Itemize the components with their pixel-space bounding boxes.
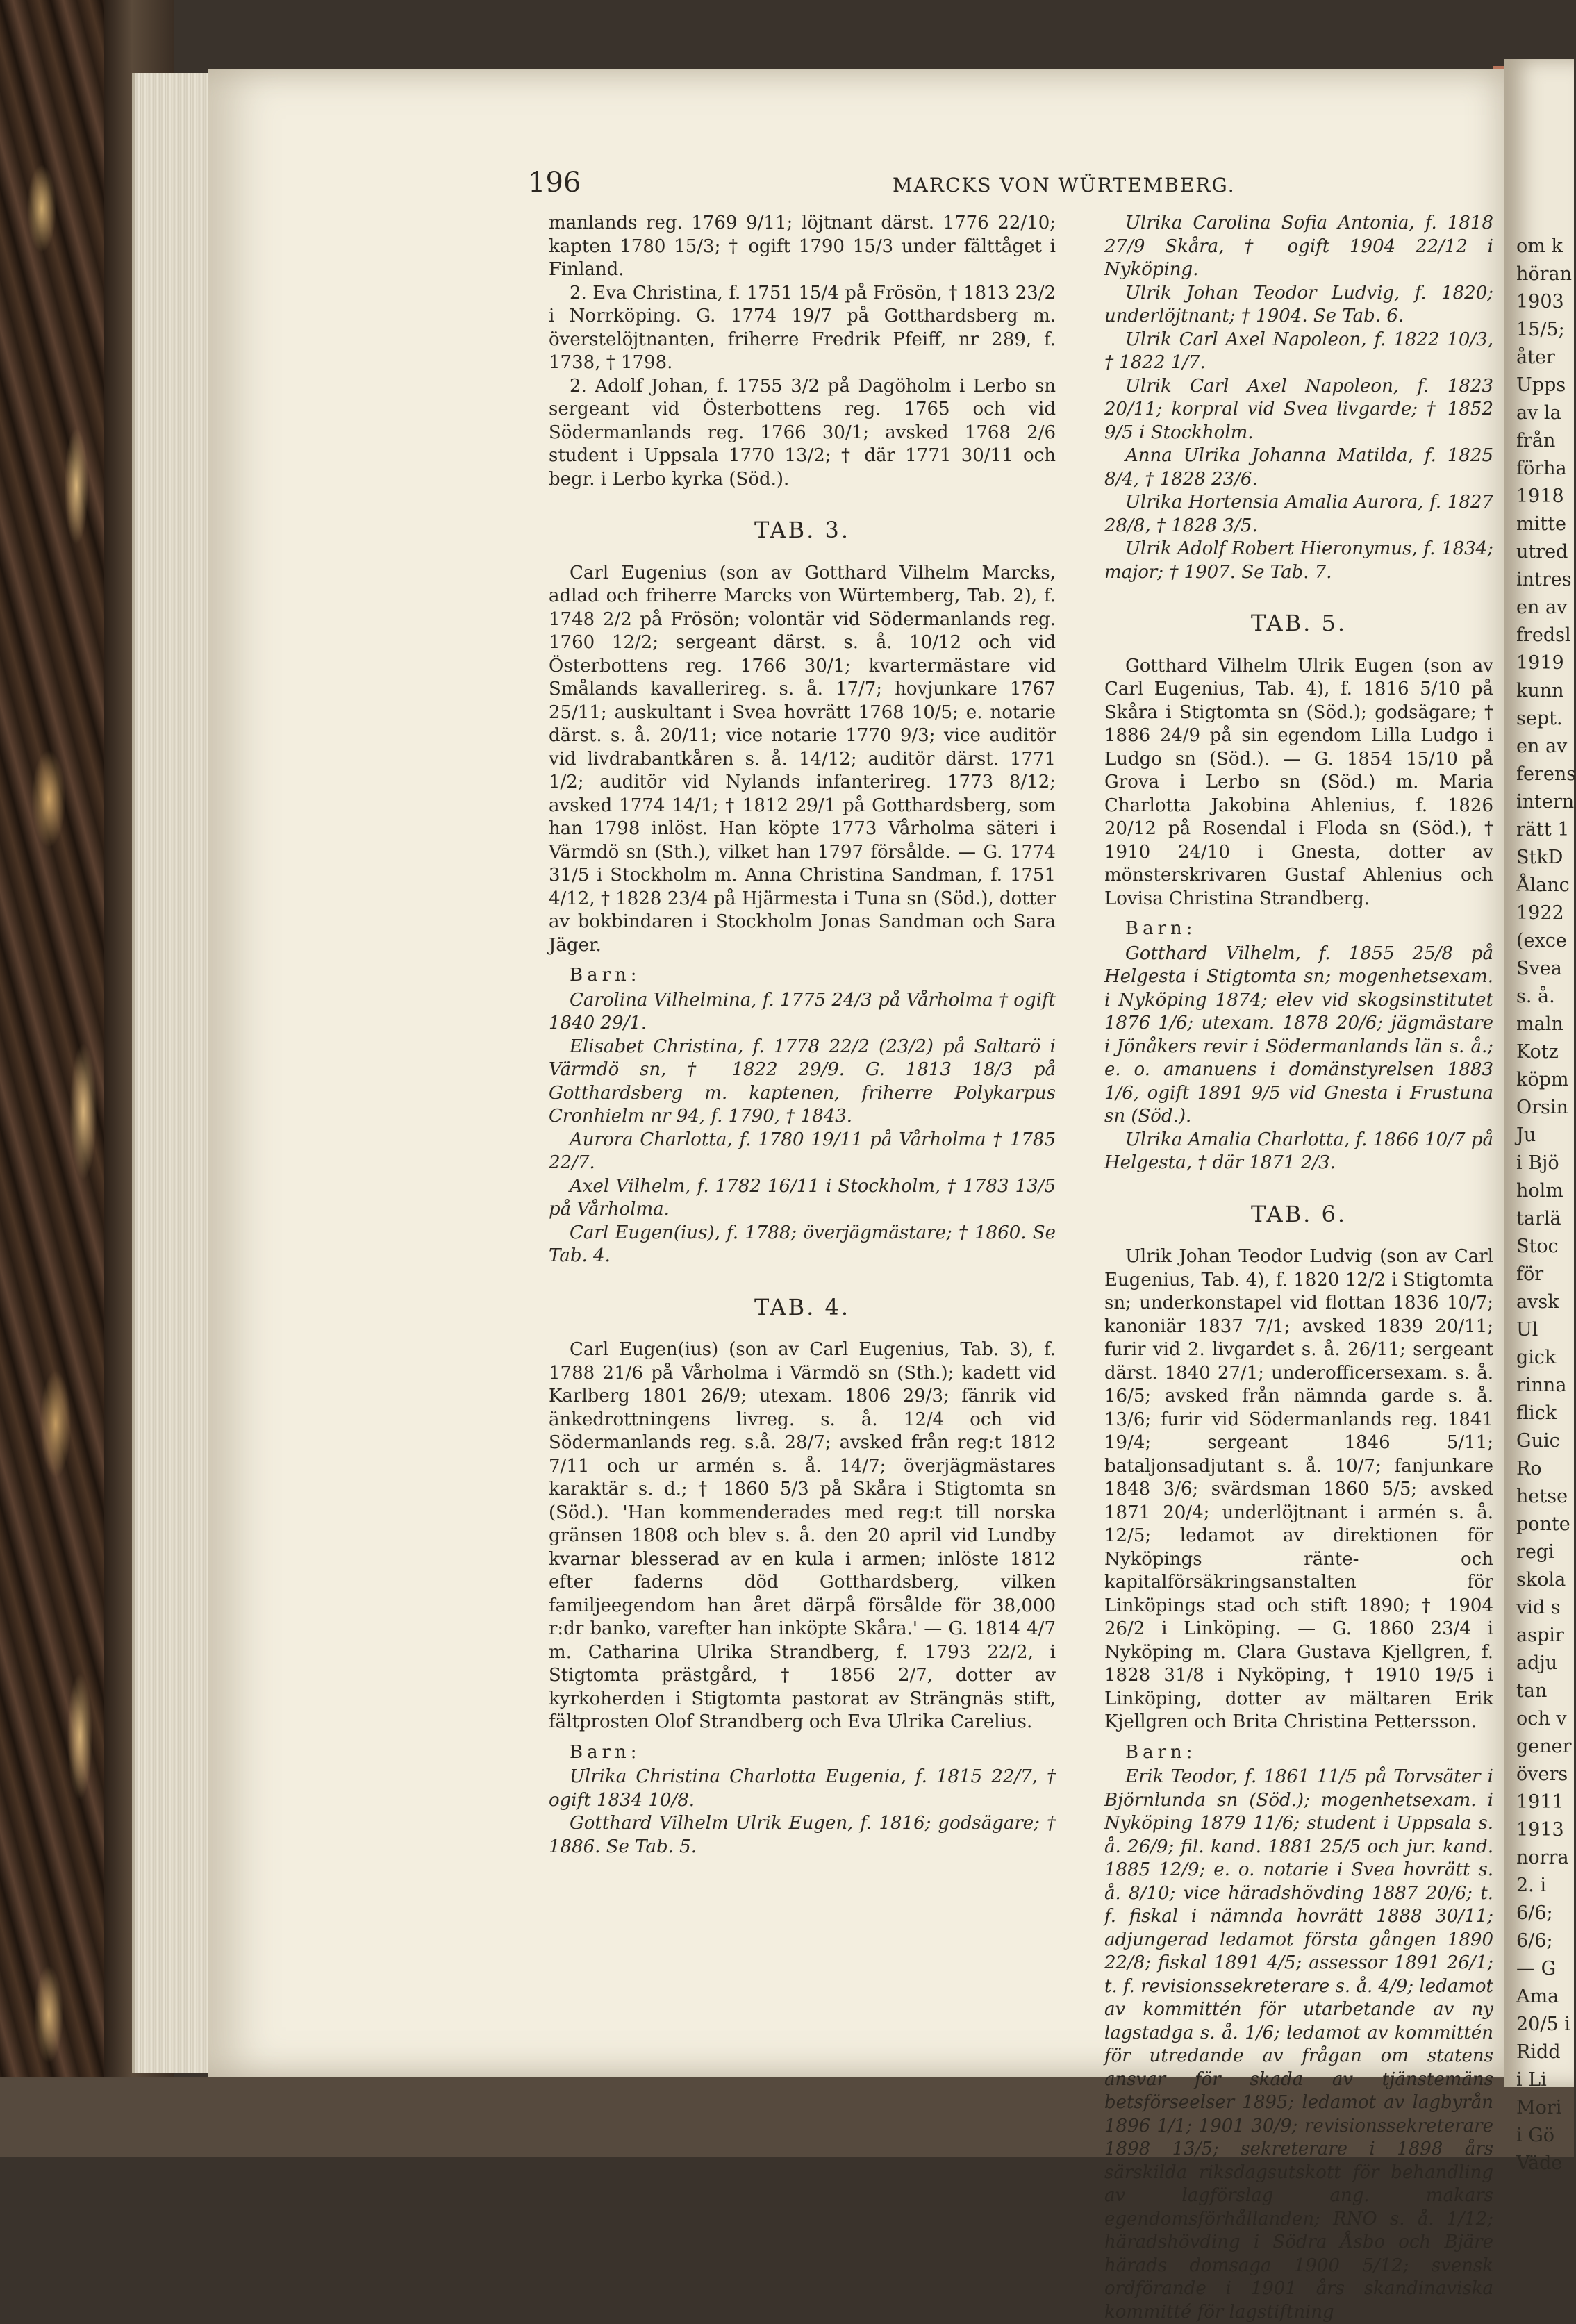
adjacent-page-line: Svea [1516,958,1562,979]
child-entry: Elisabet Christina, f. 1778 22/2 (23/2) på Saltarö i Värmdö sn, † 1822 29/9. G. 1813 18/3 på Gotthardsberg m. kaptenen, friherre Polykarpus Cronhielm nr 94, f. 1790, † 1843. [549,1036,1056,1127]
adjacent-page-line: 20/5 i [1516,2014,1570,2035]
adjacent-page-line: gener [1516,1736,1572,1757]
adjacent-page-line: 1903 [1516,291,1564,313]
adjacent-page-line: 1911 [1516,1791,1564,1813]
paragraph: manlands reg. 1769 9/11; löjtnant därst. 1776 22/10; kapten 1780 15/3; † ogift 1790 15/3 under fälttåget i Finland. [549,213,1056,280]
adjacent-page-line: och v [1516,1708,1567,1729]
left-column [549,212,1056,1859]
child-entry: Ulrik Carl Axel Napoleon, f. 1823 20/11; korpral vid Svea livgarde; † 1852 9/5 i Stockholm. [1104,375,1493,443]
adjacent-page-line: intres [1516,569,1572,590]
adjacent-page-line: rinna [1516,1375,1567,1396]
adjacent-page-line: maln [1516,1013,1563,1035]
adjacent-page-line: 1919 [1516,652,1564,674]
child-entry: Anna Ulrika Johanna Matilda, f. 1825 8/4, † 1828 23/6. [1104,445,1493,490]
adjacent-page-line: höran [1516,263,1573,285]
child-entry: Aurora Charlotta, f. 1780 19/11 på Vårholma † 1785 22/7. [549,1129,1056,1173]
adjacent-page-line: — G [1516,1958,1557,1979]
adjacent-page-line: aspir [1516,1625,1564,1646]
adjacent-page-line: gick [1516,1347,1557,1368]
paragraph: Carl Eugenius (son av Gotthard Vilhelm Marcks, adlad och friherre Marcks von Würtemberg, Tab. 2), f. 1748 2/2 på Frösön; volontär vid Södermanlands reg. 1760 12/2; sergeant därst. s. å. 10/12 och vid Österbottens reg. 1766 30/1; kvartermästare vid Smålands kavallerireg. s. å. 17/7; hovjunkare 1767 25/11; auskultant i Svea hovrätt 1768 10/5; e. notarie därst. s. å. 20/11; vice notarie 1770 9/3; vice auditör vid livdrabantkåren s. å. 14/12; auditör därst. 1771 1/2; auditör vid Nylands infanterireg. 1773 8/12; avsked 1774 14/1; † 1812 29/1 på Gotthardsberg, som han 1798 inlöst. Han köpte 1773 Vårholma säteri i Värmdö sn (Sth.), vilket han 1797 försålde. — G. 1774 31/5 i Stockholm m. Anna Christina Sandman, f. 1751 4/12, † 1828 23/4 på Hjärmesta i Tuna sn (Söd.), dotter av bokbindaren i Stockholm Jonas Sandman och Sara Jäger. [549,562,1056,956]
paragraph: 2. Eva Christina, f. 1751 15/4 på Frösön, † 1813 23/2 i Norrköping. G. 1774 19/7 på Gotthardsberg m. överstelöjtnanten, friherre Fredrik Pfeiff, nr 289, f. 1738, † 1798. [549,282,1056,373]
adjacent-page-line: sept. [1516,708,1563,729]
adjacent-page-line: i Li [1516,2069,1547,2091]
adjacent-page-line: StkD [1516,847,1563,868]
adjacent-page-line: Orsin [1516,1097,1568,1118]
adjacent-page-line: skola [1516,1569,1566,1591]
adjacent-page-line: tan [1516,1680,1548,1702]
adjacent-page-line: Ridd [1516,2041,1561,2063]
paragraph: Carl Eugen(ius) (son av Carl Eugenius, Tab. 3), f. 1788 21/6 på Vårholma i Värmdö sn (Sth.); kadett vid Karlberg 1801 26/9; utexam. 1806 29/3; fänrik vid änkedrottningens livreg. s. å. 12/4 och vid Södermanlands reg. s.å. 28/7; avsked från reg:t 1812 7/11 och ur armén s. å. 14/7; överjägmästares karaktär s. d.; † 1860 5/3 på Skåra i Stigtomta sn (Söd.). 'Han kommenderades med reg:t till norska gränsen 1808 och blev s. å. den 20 april vid Lundby kvarnar blesserad av en kula i armen; inlöste 1812 efter faderns död Gotthardsberg, vilken familjeegendom han året därpå försålde för 38,000 r:dr banko, varefter han inköpte Skåra.' — G. 1814 4/7 m. Catharina Ulrika Strandberg, f. 1793 22/2, i Stigtomta prästgård, † 1856 2/7, dotter av kyrkoherden i Stigtomta pastorat av Strängnäs stift, fältprosten Olof Strandberg och Eva Ulrika Carelius. [549,1339,1056,1732]
adjacent-page-line: Upps [1516,374,1566,396]
adjacent-page-line: Ålanc [1516,874,1570,896]
adjacent-page-line: åter [1516,347,1555,368]
adjacent-page-line: hetse [1516,1486,1568,1507]
adjacent-page-line: en av [1516,736,1568,757]
child-entry: Carolina Vilhelmina, f. 1775 24/3 på Vårholma † ogift 1840 29/1. [549,989,1056,1034]
adjacent-page-line: om k [1516,235,1563,257]
adjacent-page-line: 1922 [1516,902,1564,924]
children-heading: Barn: [570,1741,641,1763]
adjacent-page-line: Ju [1516,1124,1536,1146]
adjacent-page-line: 1913 [1516,1819,1564,1841]
children-heading: Barn: [1125,918,1197,939]
section-heading-tab4: TAB. 4. [754,1293,851,1320]
adjacent-page-line: Guic [1516,1430,1560,1452]
adjacent-page-line: vid s [1516,1597,1561,1618]
child-entry: Gotthard Vilhelm, f. 1855 25/8 på Helgesta i Stigtomta sn; mogenhetsexam. i Nyköping 1874; elev vid skogsinstitutet 1876 1/6; utexam. 1878 20/6; jägmästare i Jönåkers revir i Södermanlands län s. å.; e. o. amanuens i domänstyrelsen 1883 1/6, ogift 1891 9/5 vid Gnesta i Frustuna sn (Söd.). [1104,943,1493,1127]
child-entry: Ulrika Amalia Charlotta, f. 1866 10/7 på Helgesta, † där 1871 2/3. [1104,1129,1493,1173]
adjacent-page-line: Ul [1516,1319,1538,1341]
adjacent-page-line: Kotz [1516,1041,1559,1063]
adjacent-page-line: rätt 1 [1516,819,1570,840]
adjacent-page-line: 6/6; [1516,1902,1553,1924]
adjacent-page-line: av la [1516,402,1561,424]
adjacent-page-line: mitte [1516,513,1566,535]
adjacent-page-line: tarlä [1516,1208,1561,1229]
section-heading-tab3: TAB. 3. [754,517,851,543]
child-entry: Axel Vilhelm, f. 1782 16/11 i Stockholm, † 1783 13/5 på Vårholma. [549,1175,1056,1220]
adjacent-page-line: Väde [1516,2152,1563,2174]
page-number: 196 [528,167,581,199]
child-entry: Ulrika Christina Charlotta Eugenia, f. 1815 22/7, † ogift 1834 10/8. [549,1766,1056,1811]
adjacent-page-line: köpm [1516,1069,1569,1090]
children-heading: Barn: [570,965,641,986]
adjacent-page-line: avsk [1516,1291,1559,1313]
page-header [528,167,1486,208]
adjacent-page-line: Mori [1516,2097,1562,2118]
adjacent-page-line: Stoc [1516,1236,1559,1257]
adjacent-page-line: Ro [1516,1458,1542,1479]
right-column [1104,212,1493,2324]
child-entry: Ulrik Johan Teodor Ludvig, f. 1820; underlöjtnant; † 1904. Se Tab. 6. [1104,282,1493,326]
adjacent-page-line: från [1516,430,1556,451]
paragraph: 2. Adolf Johan, f. 1755 3/2 på Dagöholm i Lerbo sn sergeant vid Österbottens reg. 1765 och vid Södermanlands reg. 1766 30/1; avsked 1768 2/6 student i Uppsala 1770 13/2; † där 1771 30/11 och begr. i Lerbo kyrka (Söd.). [549,375,1056,490]
adjacent-page-line: regi [1516,1541,1554,1563]
child-entry: Ulrika Hortensia Amalia Aurora, f. 1827 28/8, † 1828 3/5. [1104,492,1493,536]
adjacent-page-line: holm [1516,1180,1563,1202]
adjacent-page-line: kunn [1516,680,1564,702]
section-heading-tab5: TAB. 5. [1250,610,1347,636]
adjacent-page-line: adju [1516,1652,1558,1674]
section-heading-tab6: TAB. 6. [1250,1200,1347,1227]
adjacent-page-line: 6/6; [1516,1930,1553,1952]
adjacent-page [1504,59,1576,2174]
adjacent-page-line: 1918 [1516,485,1564,507]
adjacent-page-line: 15/5; [1516,319,1565,340]
adjacent-page-line: 2. i [1516,1875,1546,1896]
adjacent-page-line: (exce [1516,930,1567,952]
adjacent-page-line: utred [1516,541,1568,563]
adjacent-page-line: förha [1516,458,1567,479]
adjacent-page-line: s. å. [1516,986,1555,1007]
adjacent-page-line: för [1516,1263,1544,1285]
paragraph: Gotthard Vilhelm Ulrik Eugen (son av Carl Eugenius, Tab. 4), f. 1816 5/10 på Skåra i Stigtomta sn (Söd.); godsägare; † 1886 24/9 på sin egendom Lilla Ludgo i Ludgo sn (Söd.). — G. 1854 15/10 på Grova i Lerbo sn (Söd.) m. Maria Charlotta Jakobina Ahlenius, f. 1826 20/12 på Rosendal i Floda sn (Söd.), † 1910 24/10 i Gnesta, dotter av mönsterskrivaren Gustaf Ahlenius och Lovisa Christina Strandberg. [1104,655,1493,909]
adjacent-page-line: övers [1516,1763,1568,1785]
adjacent-page-line: en av [1516,597,1568,618]
adjacent-page-line: ponte [1516,1513,1570,1535]
children-heading: Barn: [1125,1741,1197,1763]
child-entry: Ulrik Adolf Robert Hieronymus, f. 1834; major; † 1907. Se Tab. 7. [1104,538,1493,583]
adjacent-page-line: norra [1516,1847,1569,1868]
child-entry: Gotthard Vilhelm Ulrik Eugen, f. 1816; godsägare; † 1886. Se Tab. 5. [549,1813,1056,1857]
paragraph: Ulrik Johan Teodor Ludvig (son av Carl Eugenius, Tab. 4), f. 1820 12/2 i Stigtomta sn; underkonstapel vid flottan 1836 10/7; kanoniär 1837 7/1; avsked 1839 20/11; furir vid 2. livgardet s. å. 26/11; sergeant därst. 1840 27/1; underofficersexam. s. å. 16/5; avsked från nämnda garde s. å. 13/6; furir vid Södermanlands reg. 1841 19/4; sergeant 1846 5/11; bataljonsadjutant s. å. 10/7; fanjunkare 1848 3/6; svärdsman 1860 5/5; avsked 1871 20/4; underlöjtnant i armén s. å. 12/5; ledamot av direktionen för Nyköpings ränte- och kapitalförsäkringsanstalten för Linköpings stad och stift 1890; † 1904 26/2 i Linköping. — G. 1860 23/4 i Nyköping m. Clara Gustava Kjellgren, f. 1828 31/8 i Nyköping, † 1910 19/5 i Linköping, dotter av mältaren Erik Kjellgren och Brita Christina Pettersson. [1104,1246,1493,1732]
adjacent-page-line: i Gö [1516,2125,1555,2146]
adjacent-page-line: intern [1516,791,1575,813]
adjacent-page-text [1504,233,1576,2177]
child-entry: Erik Teodor, f. 1861 11/5 på Torvsäter i Björnlunda sn (Söd.); mogenhetsexam. i Nyköping 1879 11/6; student i Uppsala s. å. 26/9; fil. kand. 1881 25/5 och jur. kand. 1885 12/9; e. o. notarie i Svea hovrätt s. å. 8/10; vice häradshövding 1887 20/6; t. f. fiskal i nämnda hovrätt 1888 30/11; adjungerad ledamot första gången 1890 22/8; fiskal 1891 4/5; assessor 1891 26/1; t. f. revisionssekreterare s. å. 4/9; ledamot av kommittén för utarbetande av ny lagstadga s. å. 1/6; ledamot av kommittén för utredande av frågan om statens ansvar för skada av tjänstemäns betsförseelser 1895; ledamot av lagbyrån 1896 1/1; 1901 30/9; revisionssekreterare 1898 13/5; sekreterare i 1898 års särskilda riksdagsutskott för behandling av lagförslag ang. makars egendomsförhållanden; RNO s. å. 1/12; häradshövding i Södra Åsbo och Bjäre härads domsaga 1900 5/12; svensk ordförande i 1901 års skandinaviska kommitté för lagstiftning [1104,1766,1493,2323]
adjacent-page-line: i Bjö [1516,1152,1559,1174]
child-entry: Ulrika Carolina Sofia Antonia, f. 1818 27/9 Skåra, † ogift 1904 22/12 i Nyköping. [1104,213,1493,280]
adjacent-page-line: ferens [1516,763,1576,785]
running-head: MARCKS VON WÜRTEMBERG. [893,174,1236,197]
child-entry: Ulrik Carl Axel Napoleon, f. 1822 10/3, † 1822 1/7. [1104,329,1493,373]
adjacent-page-line: Ama [1516,1986,1559,2007]
adjacent-page-line: fredsl [1516,624,1571,646]
adjacent-page-line: flick [1516,1402,1557,1424]
child-entry: Carl Eugen(ius), f. 1788; överjägmästare; † 1860. Se Tab. 4. [549,1222,1056,1266]
